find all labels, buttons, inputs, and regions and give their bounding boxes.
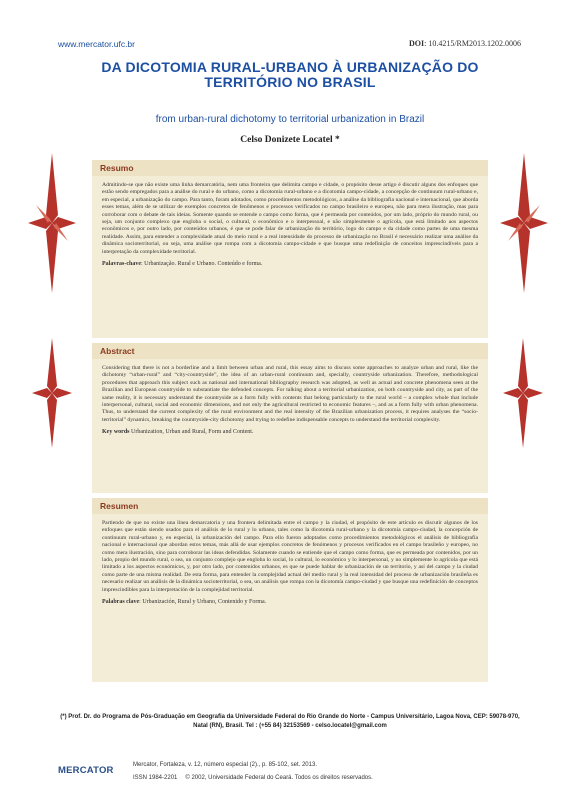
- abstract-heading: Abstract: [92, 343, 488, 359]
- compass-star-icon: [28, 153, 76, 293]
- keywords-text: : Urbanización, Rural y Urbano, Contenido y Forma.: [139, 599, 267, 606]
- issn: ISSN 1984-2201: [133, 775, 178, 781]
- resumen-keywords: [92, 594, 488, 606]
- footer-rights: [133, 775, 381, 781]
- article-author: Celso Donizete Locatel *: [240, 135, 340, 145]
- abstract-section: [92, 343, 488, 493]
- journal-url[interactable]: www.mercator.ufc.br: [58, 39, 135, 49]
- abstract-keywords: [92, 424, 488, 436]
- doi-value: : 10.4215/RM2013.1202.0006: [424, 39, 521, 48]
- article-title: DA DICOTOMIA RURAL-URBANO À URBANIZAÇÃO DO TERRITÓRIO NO BRASIL: [101, 59, 479, 90]
- copyright: © 2002, Universidade Federal do Ceará. Todos os direitos reservados.: [185, 775, 373, 781]
- compass-star-icon: [500, 153, 548, 293]
- keywords-label: Palavras-chave: [102, 261, 141, 268]
- author-footnote: (*) Prof. Dr. do Programa de Pós-Graduação em Geografia da Universidade Federal do Rio Grande do Norte - Campus Universitário, Lagoa Nova, CEP: 59078-970, Natal (RN), Brasil. Tel : (+55 84) 32153569 - celso.locatel@gmail.com: [60, 714, 520, 729]
- compass-star-icon: [32, 338, 72, 448]
- resumen-text: Partiendo de que no existe una línea demarcatoria y una frontera delimitada entre el campo y la ciudad, el propósito de este artículo es discutir algunos de los enfoques que están siendo usados para el análisis de lo rural y lo urbano, tales como la dicotomía rural-urbano y la dicotomía campo-ciudad, la concepción de continuum rural-urbano y, en especial, la urbanización del campo. Para ello fueron adoptados como procedimientos metodológicos el análisis de bibliografía nacional e internacional que abordan estos temas, más allá de usar ejemplos concretos de fenómenos y procesos verificados en el campo brasileño y europeo, no como mera ilustración, sino para corroborar las ideas defendidas. Solamente cuando se entiende que el campo como forma, que es permeada por contenidos, por un lado, propio del mundo rural, o sea, un conjunto complejo que engloba lo social, lo cultural, lo económico y lo interpersonal, y no simplemente lo agrícola que está limitado a los aspectos económicos, y, por otro lado, por contenidos urbanos, es que se puede hablar de urbanización de un territorio, y así del campo y la ciudad como parte de una misma realidad. De esta forma, para entender la complejidad actual del medio rural y la real intensidad del proceso de urbanización brasileña es necesario realizar un análisis de la dinámica socioterritorial, o sea, un análisis que rompa con la dicotomía campo-ciudad y que busque una redefinición de conceptos imprescindibles para la interpretación de la complejidad territorial.: [102, 520, 478, 593]
- resumo-section: [92, 160, 488, 338]
- citation: Mercator, Fortaleza, v. 12, número especial (2)., p. 85-102, set. 2013.: [133, 762, 317, 768]
- article-subtitle: from urban-rural dichotomy to territorial urbanization in Brazil: [155, 114, 425, 125]
- doi-label: DOI: [408, 39, 425, 48]
- resumo-text: Admitindo-se que não existe uma linha demarcatória, nem uma fronteira que delimita campo e cidade, o propósito desse artigo é discutir alguns dos enfoques que estão sendo empregados para a análise do rural e do urbano, como a dicotomia rural-urbano e a dicotomia campo-cidade, a concepção de continuum rural-urbano e, em especial, a urbanização do campo. Para tanto, foram adotados, como procedimentos metodológicos, a análise da bibliografia nacional e internacional, que aborda esses temas, além de se utilizar de exemplos concretos de fenômenos e processos verificados no campo brasileiro e europeu, não para mera ilustração, mas para corroborar com o debate de tais ideias. Somente quando se entende o campo como forma, que é permeada por conteúdos, por um lado, próprio do mundo rural, ou seja, um conjunto complexo que engloba o social, o cultural, o econômico e o interpessoal, e não simplesmente o agrícola, que está limitado aos aspectos econômicos e, por outro lado, por conteúdos urbanos, é que se pode falar de urbanização do território, logo do campo e da cidade como partes de uma mesma realidade. Assim, para entender a complexidade atual do meio rural e a real intensidade do processo de urbanização no Brasil é necessário realizar uma análise da dinâmica socioterritorial, ou seja, uma análise que rompa com a dicotomia campo-cidade e que busque uma redefinição de conceitos imprescindíveis para a interpretação da complexidade territorial.: [102, 182, 478, 255]
- keywords-label: Palabras clave: [102, 599, 140, 606]
- mercator-logo: MERCATOR: [58, 765, 114, 776]
- resumen-heading: Resumen: [92, 498, 488, 514]
- resumo-heading: Resumo: [92, 160, 488, 176]
- resumo-keywords: [92, 256, 488, 268]
- resumen-section: [92, 498, 488, 682]
- doi: [409, 39, 521, 48]
- abstract-text: Considering that there is not a borderline and a limit between urban and rural, this essay aims to discuss some approaches to analyze urban and rural, like the dichotomy “urban-rural” and “city-countryside”, the idea of an urban-rural continuum and, specially, countryside urbanization. Therefore, methodological procedures that approach this subject such as national and international bibliography research was adopted, as well as actual and concrete phenomena seen at the Brazilian and European countryside to substantiate the defended concepts. For talking about a territorial urbanization, on both countryside and city, as part of the same reality, it is necessary understand the countryside as a form fully with contents that belong particularly to the rural world – a complex whole that include interpersonal, cultural, social and economic dimensions, and not only the agricultural restricted to economic features –, and as a form fully with urban phenomena. Thus, to understand the current complexity of the rural environment and the real intensity of the Brazilian urbanization process, it requires analyses the “socio-territorial” dynamics, breaking the countryside-city dichotomy and trying to redefine indispensable concepts to understand the territorial complexity.: [102, 365, 478, 423]
- keywords-label: Key words: [102, 429, 130, 436]
- compass-star-icon: [503, 338, 543, 448]
- keywords-text: Urbanization, Urban and Rural, Form and Content.: [129, 429, 254, 436]
- keywords-text: : Urbanização. Rural e Urbano. Conteúdo e forma.: [141, 261, 263, 268]
